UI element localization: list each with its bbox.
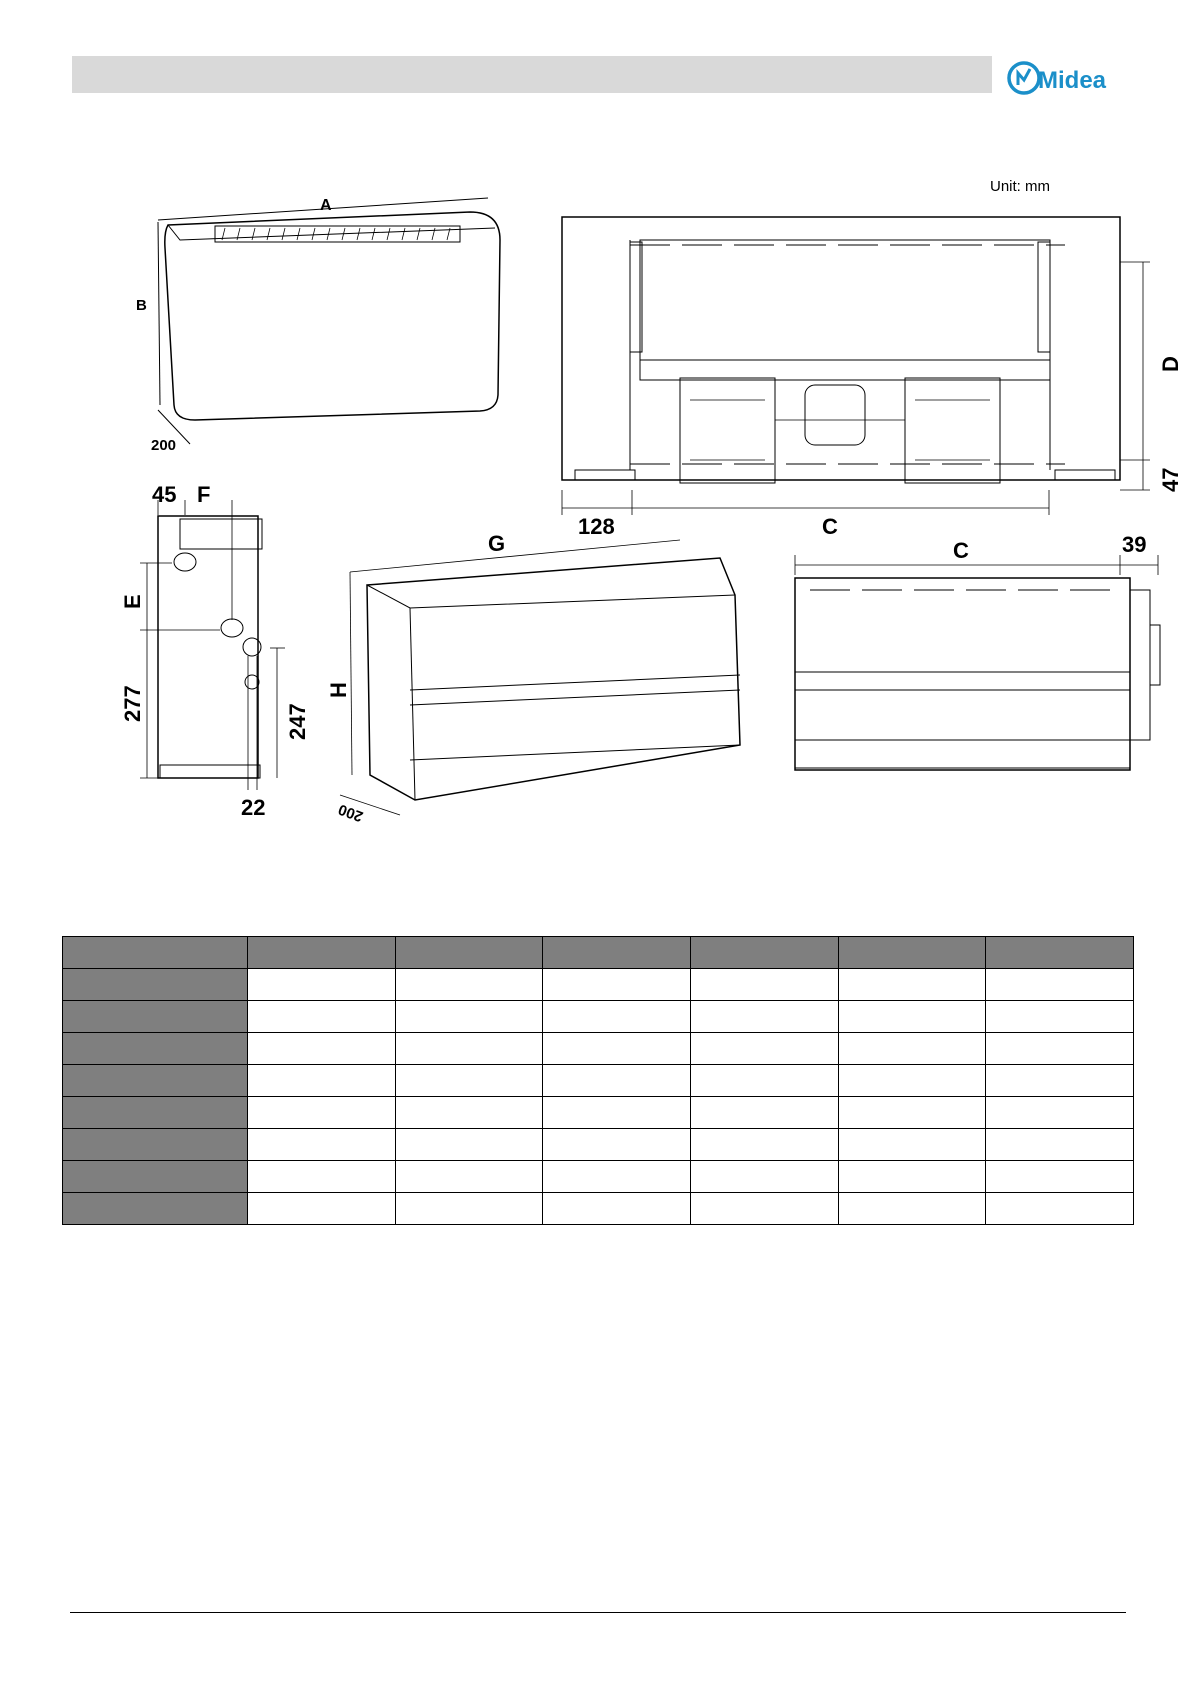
table-cell	[986, 1033, 1134, 1065]
concealed-view-drawing	[340, 540, 740, 815]
table-header-row	[63, 937, 1134, 969]
spec-table	[62, 936, 1134, 1225]
table-cell	[838, 1161, 986, 1193]
table-cell	[395, 969, 543, 1001]
table-cell	[986, 1097, 1134, 1129]
table-cell	[838, 1065, 986, 1097]
table-cell	[395, 1161, 543, 1193]
table-cell	[838, 1001, 986, 1033]
dim-22: 22	[241, 795, 266, 820]
dim-247: 247	[285, 703, 310, 740]
table-header-cell	[248, 937, 396, 969]
table-row	[63, 969, 1134, 1001]
top-view-drawing	[795, 555, 1160, 770]
front-view-drawing	[158, 198, 500, 444]
table-row	[63, 1193, 1134, 1225]
table-cell	[986, 1065, 1134, 1097]
table-cell	[838, 1129, 986, 1161]
row-label-cell	[63, 1001, 248, 1033]
table-cell	[543, 1161, 691, 1193]
table-cell	[395, 1033, 543, 1065]
table-cell	[838, 1193, 986, 1225]
dim-front-depth: 200	[151, 437, 177, 454]
row-label-cell	[63, 1097, 248, 1129]
table-cell	[395, 1097, 543, 1129]
dim-c-top: C	[953, 538, 969, 563]
dim-d: D	[1158, 356, 1183, 372]
table-cell	[248, 1161, 396, 1193]
table-cell	[248, 1065, 396, 1097]
table-header-cell	[63, 937, 248, 969]
table-row	[63, 1065, 1134, 1097]
dim-c-rear: C	[822, 514, 838, 539]
rear-view-drawing	[562, 217, 1150, 515]
table-cell	[395, 1001, 543, 1033]
technical-drawings	[0, 0, 1191, 840]
table-header-cell	[543, 937, 691, 969]
table-cell	[543, 1033, 691, 1065]
table-row	[63, 1129, 1134, 1161]
table-cell	[543, 1193, 691, 1225]
row-label-cell	[63, 1065, 248, 1097]
table-cell	[543, 969, 691, 1001]
row-label-cell	[63, 969, 248, 1001]
side-view-drawing	[140, 500, 285, 790]
dim-h: H	[326, 682, 351, 698]
dim-277: 277	[120, 685, 145, 722]
dim-g: G	[488, 531, 506, 556]
dim-128: 128	[578, 514, 615, 539]
dim-a: A	[320, 197, 332, 214]
table-cell	[690, 1193, 838, 1225]
table-cell	[395, 1065, 543, 1097]
table-cell	[838, 1033, 986, 1065]
table-cell	[986, 1001, 1134, 1033]
footer-divider	[70, 1612, 1126, 1613]
table-row	[63, 1097, 1134, 1129]
table-cell	[690, 1033, 838, 1065]
table-cell	[690, 1097, 838, 1129]
table-cell	[838, 969, 986, 1001]
table-cell	[690, 1129, 838, 1161]
brand-name: Midea	[1038, 67, 1107, 94]
dim-b: B	[136, 297, 147, 314]
table-cell	[248, 1193, 396, 1225]
table-cell	[690, 969, 838, 1001]
table-cell	[986, 1161, 1134, 1193]
dim-45: 45	[152, 482, 177, 507]
table-header-cell	[838, 937, 986, 969]
table-cell	[986, 1193, 1134, 1225]
table-cell	[838, 1097, 986, 1129]
row-label-cell	[63, 1129, 248, 1161]
table-row	[63, 1033, 1134, 1065]
dim-e: E	[120, 594, 145, 609]
table-header-cell	[395, 937, 543, 969]
table-cell	[986, 1129, 1134, 1161]
row-label-cell	[63, 1033, 248, 1065]
row-label-cell	[63, 1161, 248, 1193]
dim-47: 47	[1158, 467, 1183, 492]
table-cell	[248, 1001, 396, 1033]
table-row	[63, 1001, 1134, 1033]
table-cell	[395, 1129, 543, 1161]
table-header-cell	[986, 937, 1134, 969]
table-cell	[690, 1065, 838, 1097]
table-cell	[248, 1033, 396, 1065]
dim-f: F	[197, 482, 211, 507]
table-cell	[543, 1129, 691, 1161]
table-cell	[248, 1097, 396, 1129]
table-cell	[690, 1161, 838, 1193]
unit-label: Unit: mm	[990, 178, 1050, 195]
table-header-cell	[690, 937, 838, 969]
row-label-cell	[63, 1193, 248, 1225]
table-cell	[690, 1001, 838, 1033]
table-cell	[543, 1065, 691, 1097]
table-cell	[248, 1129, 396, 1161]
table-row	[63, 1161, 1134, 1193]
dim-concealed-depth: 200	[336, 800, 366, 825]
table-cell	[248, 969, 396, 1001]
table-cell	[986, 969, 1134, 1001]
dim-39: 39	[1122, 532, 1147, 557]
table-cell	[543, 1097, 691, 1129]
table-cell	[395, 1193, 543, 1225]
table-cell	[543, 1001, 691, 1033]
